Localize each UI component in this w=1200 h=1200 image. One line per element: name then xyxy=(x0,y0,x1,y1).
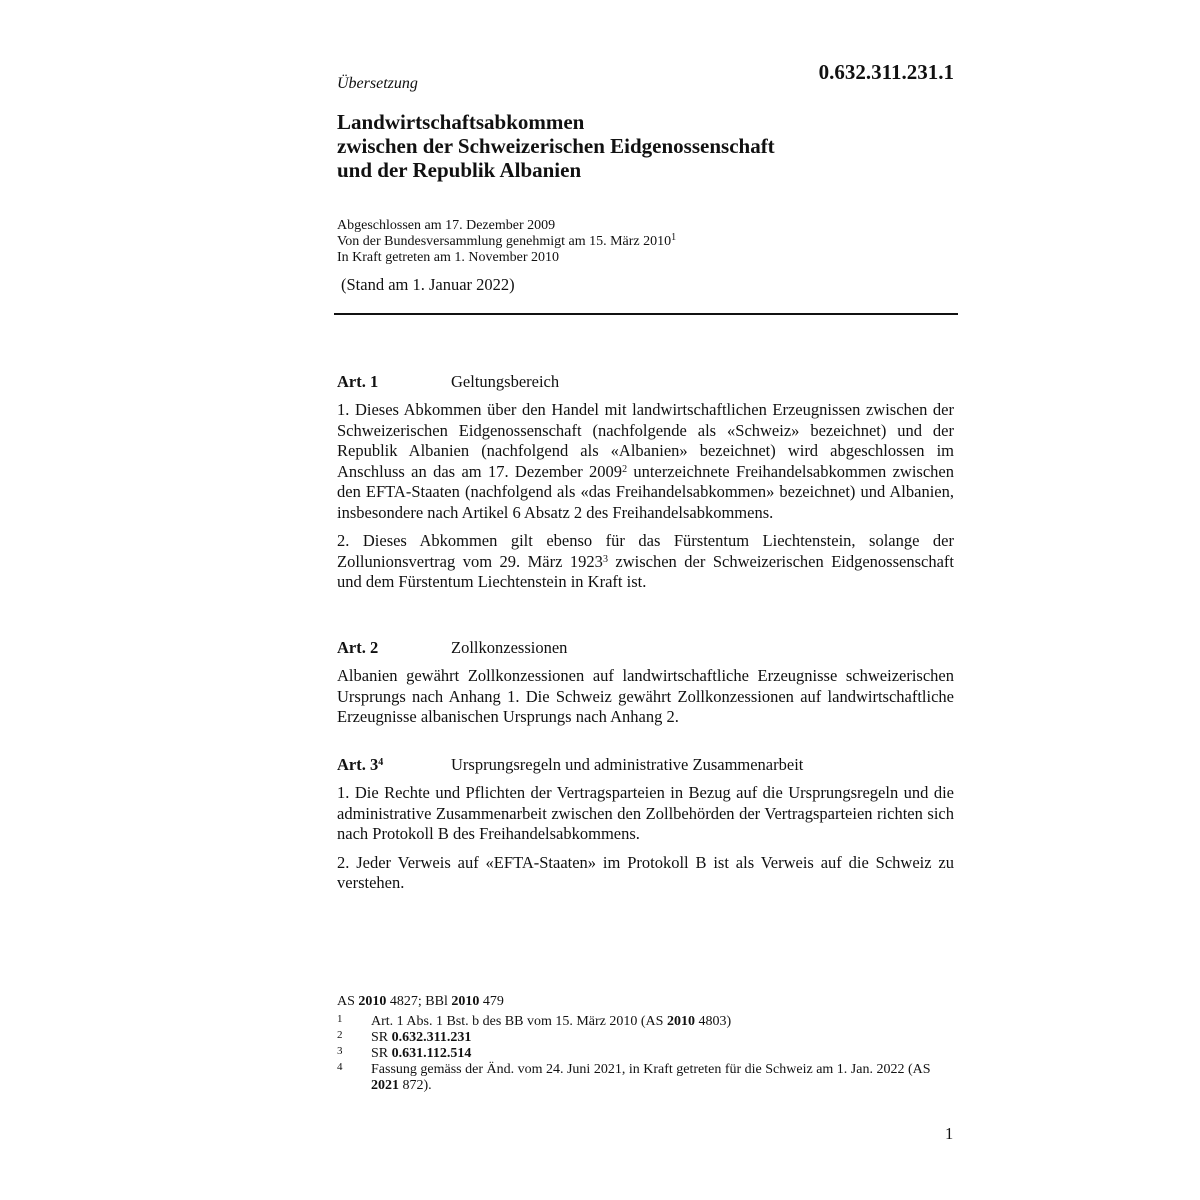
article-paragraph xyxy=(337,531,954,593)
footnote-number: 4 xyxy=(337,1061,343,1073)
footnote-ref[interactable]: 3 xyxy=(602,553,608,565)
footnotes xyxy=(337,994,957,1094)
paragraph-text: 1. Dieses Abkommen über den Handel mit landwirtschaftlichen Erzeugnissen zwischen der Schweizerischen Eidgenossenschaft (nachfolgende als «Schweiz» bezeichnet) und der Republik Albanien (nachfolgend als «Albanien» bezeichnet) wird abgeschlossen im Anschluss an das am 17. Dezember 2009 xyxy=(337,400,954,481)
reference-year: 2010 xyxy=(358,994,387,1009)
article-heading xyxy=(337,638,954,658)
article-paragraph xyxy=(337,853,954,894)
paragraph-text: unterzeichnete Freihandelsabkommen zwischen den EFTA-Staaten (nachfolgend als «das Freihandelsabkommen» bezeichnet) und Albanien, insbesondere nach Artikel 6 Absatz 2 des Freihandelsabkommens. xyxy=(337,461,954,522)
article-heading xyxy=(337,372,954,392)
sr-number: 0.632.311.231.1 xyxy=(818,60,954,84)
article-1 xyxy=(337,372,954,593)
article-paragraph xyxy=(337,400,954,523)
footnote-bold: 2010 xyxy=(666,1014,695,1029)
footnote-text: Art. 1 Abs. 1 Bst. b des BB vom 15. März 2010 (AS xyxy=(371,1014,667,1029)
article-2 xyxy=(337,638,954,728)
reference-text: 479 xyxy=(479,994,504,1009)
in-force-date: In Kraft getreten am 1. November 2010 xyxy=(337,250,559,265)
footnote-item xyxy=(337,1062,957,1094)
footnote-bold[interactable]: 0.632.311.231 xyxy=(391,1030,472,1045)
status-date: (Stand am 1. Januar 2022) xyxy=(341,275,515,294)
article-3 xyxy=(337,755,954,894)
footnote-ref[interactable]: 2 xyxy=(622,463,628,475)
footnote-number: 2 xyxy=(337,1029,343,1041)
paragraph-text: 2. Dieses Abkommen gilt ebenso für das Fürstentum Liechtenstein, solange der Zollunionsvertrag vom 29. März 1923 xyxy=(337,531,954,571)
header-divider xyxy=(334,313,958,315)
approved-text: Von der Bundesversammlung genehmigt am 15. März 2010 xyxy=(337,234,672,249)
paragraph-text: Albanien gewährt Zollkonzessionen auf landwirtschaftliche Erzeugnisse schweizerischen Ursprungs nach Anhang 1. Die Schweiz gewährt Zollkonzessionen auf landwirtschaftliche Erzeugnisse albanischen Ursprungs nach Anhang 2. xyxy=(337,666,954,726)
document-meta xyxy=(337,218,676,266)
translation-label: Übersetzung xyxy=(337,75,418,92)
article-number-text: Art. 2 xyxy=(337,638,379,657)
approved-date xyxy=(337,234,676,250)
official-collection-reference xyxy=(337,994,957,1010)
footnote-item xyxy=(337,1046,957,1062)
footnote-item xyxy=(337,1030,957,1046)
footnote-number: 3 xyxy=(337,1045,343,1057)
reference-year: 2010 xyxy=(451,994,480,1009)
footnote-text: Fassung gemäss der Änd. vom 24. Juni 2021, in Kraft getreten für die Schweiz am 1. Jan. 2022 (AS xyxy=(371,1062,931,1077)
reference-text: AS xyxy=(337,994,359,1009)
article-title: Ursprungsregeln und administrative Zusammenarbeit xyxy=(451,755,804,774)
document-title xyxy=(337,110,957,182)
footnote-text: 4803) xyxy=(694,1014,732,1029)
article-number xyxy=(337,755,383,775)
article-number-text: Art. 1 xyxy=(337,372,379,391)
paragraph-text: zwischen der Schweizerischen Eidgenossenschaft und dem Fürstentum Liechtenstein in Kraft ist. xyxy=(337,551,954,591)
article-title: Geltungsbereich xyxy=(451,372,560,391)
title-line: Landwirtschaftsabkommen xyxy=(337,110,585,134)
footnote-text: SR xyxy=(371,1046,392,1061)
title-line: und der Republik Albanien xyxy=(337,158,582,182)
paragraph-text: 1. Die Rechte und Pflichten der Vertragsparteien in Bezug auf die Ursprungsregeln und die administrative Zusammenarbeit zwischen den Zollbehörden der Vertragsparteien richten sich nach Protokoll B des Freihandelsabkommens. xyxy=(337,783,954,843)
footnote-number: 1 xyxy=(337,1013,343,1025)
article-number xyxy=(337,372,378,392)
footnote-item xyxy=(337,1014,957,1030)
article-title: Zollkonzessionen xyxy=(451,638,568,657)
title-line: zwischen der Schweizerischen Eidgenossenschaft xyxy=(337,134,775,158)
footnote-text: SR xyxy=(371,1030,392,1045)
reference-text: 4827; BBl xyxy=(386,994,452,1009)
article-heading xyxy=(337,755,954,775)
footnote-text: 872). xyxy=(399,1078,432,1093)
paragraph-text: 2. Jeder Verweis auf «EFTA-Staaten» im Protokoll B ist als Verweis auf die Schweiz zu verstehen. xyxy=(337,852,954,892)
footnote-bold: 2021 xyxy=(371,1078,399,1093)
footnote-bold[interactable]: 0.631.112.514 xyxy=(391,1046,472,1061)
article-paragraph xyxy=(337,783,954,845)
footnote-ref[interactable]: 1 xyxy=(671,232,677,243)
article-number-text: Art. 3 xyxy=(337,755,379,774)
page-number: 1 xyxy=(945,1124,954,1143)
article-number xyxy=(337,638,378,658)
concluded-date: Abgeschlossen am 17. Dezember 2009 xyxy=(337,218,556,233)
footnote-ref[interactable]: 4 xyxy=(378,757,384,768)
article-paragraph xyxy=(337,666,954,728)
